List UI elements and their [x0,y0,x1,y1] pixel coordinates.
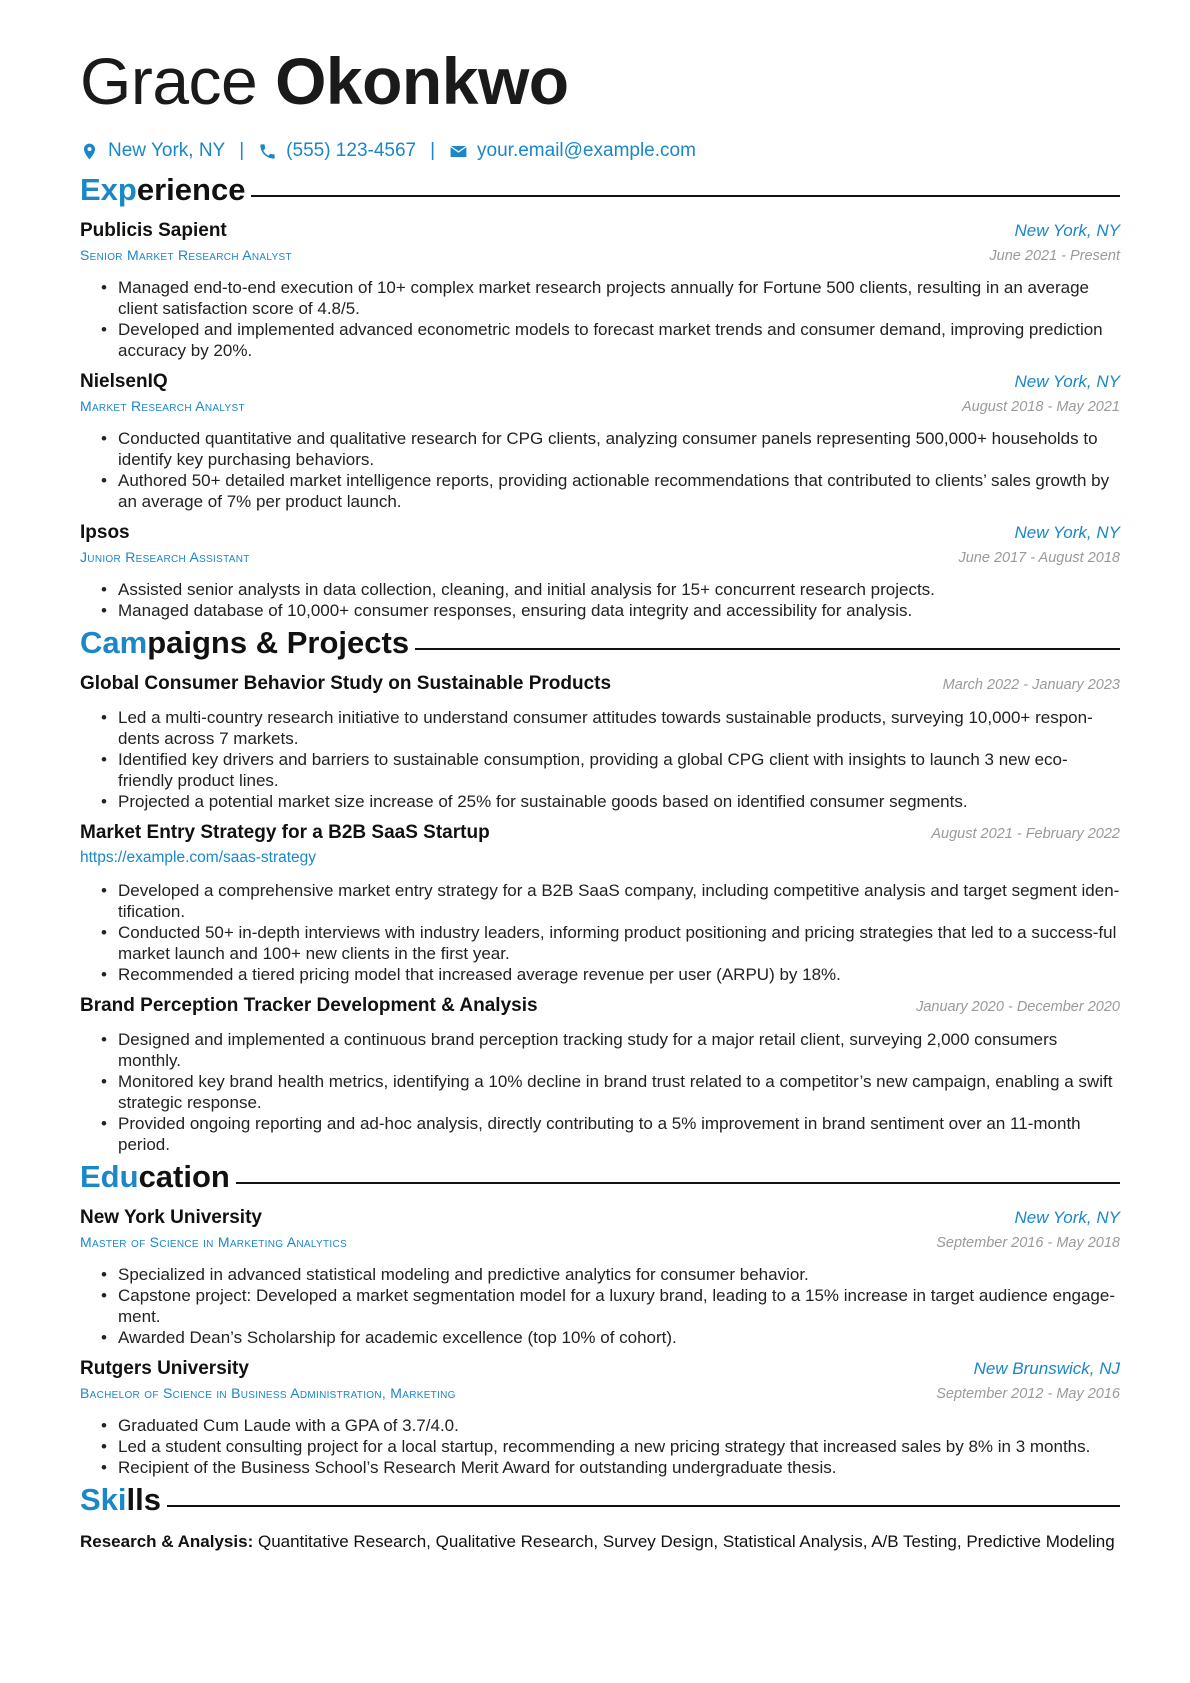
job-entry [80,369,1120,512]
experience-title: Experience [80,172,246,207]
bullet-item: • Conducted 50+ in-depth interviews with industry leaders, informing product positioning and pricing strategies that led to a success-ful market launch and 100+ new clients in the first year. [118,922,1120,964]
project-link[interactable]: https://example.com/saas-strategy [80,849,317,866]
company-name: Publicis Sapient [80,220,227,241]
bullet-item: • Recipient of the Business School’s Research Merit Award for outstanding undergraduate thesis. [118,1457,1120,1478]
bullet-item: • Led a multi-country research initiative to understand consumer attitudes towards sustainable products, surveying 10,000+ respon-dents across 7 markets. [118,707,1120,749]
job-dates: June 2017 - August 2018 [958,550,1120,566]
project-dates: March 2022 - January 2023 [942,677,1120,693]
bullet-item: • Developed and implemented advanced econometric models to forecast market trends and consumer demand, improving prediction accuracy by 20%. [118,319,1120,361]
education-bullets [80,1415,1120,1478]
contact-email[interactable] [449,140,696,162]
job-bullets [80,428,1120,512]
job-role: Junior Research Assistant [80,549,250,565]
job-entry [80,218,1120,361]
degree: Master of Science in Marketing Analytics [80,1234,347,1250]
job-location: New York, NY [1014,372,1120,391]
location-text: New York, NY [108,140,226,161]
education-entry [80,1205,1120,1348]
bullet-item: • Graduated Cum Laude with a GPA of 3.7/4.0. [118,1415,1120,1436]
bullet-item: • Authored 50+ detailed market intelligence reports, providing actionable recommendations that contributed to clients’ sales growth by an average of 7% per product launch. [118,470,1120,512]
job-location: New York, NY [1014,221,1120,240]
education-section-header [80,1157,1120,1197]
contact-separator: | [430,140,436,161]
bullet-item: • Specialized in advanced statistical modeling and predictive analytics for consumer behavior. [118,1264,1120,1285]
contact-separator: | [239,140,245,161]
skills-label: Research & Analysis: [80,1532,254,1551]
bullet-item: • Assisted senior analysts in data collection, cleaning, and initial analysis for 15+ concurrent research projects. [118,579,1120,600]
bullet-item: • Awarded Dean’s Scholarship for academic excellence (top 10% of cohort). [118,1327,1120,1348]
contact-bar [80,134,1120,168]
job-role: Market Research Analyst [80,398,245,414]
school-location: New York, NY [1014,1208,1120,1227]
skills-value: Quantitative Research, Qualitative Research, Survey Design, Statistical Analysis, A/B Testing, Predictive Modeling [257,1532,1115,1551]
map-pin-icon [80,142,99,161]
degree: Bachelor of Science in Business Administration, Marketing [80,1385,456,1401]
bullet-item: • Conducted quantitative and qualitative research for CPG clients, analyzing consumer panels representing 500,000+ households to identify key purchasing behaviors. [118,428,1120,470]
section-rule [167,1505,1120,1507]
bullet-item: • Designed and implemented a continuous brand perception tracking study for a major retail client, surveying 2,000 consumers monthly. [118,1029,1120,1071]
bullet-item: • Capstone project: Developed a market segmentation model for a luxury brand, leading to a 15% increase in target audience engage-ment. [118,1285,1120,1327]
school-dates: September 2012 - May 2016 [936,1386,1120,1402]
school-location: New Brunswick, NJ [973,1359,1120,1378]
education-entry [80,1356,1120,1478]
bullet-item: • Monitored key brand health metrics, identifying a 10% decline in brand trust related to a competitor’s new campaign, enabling a swift strategic response. [118,1071,1120,1113]
company-name: Ipsos [80,522,130,543]
bullet-item: • Developed a comprehensive market entry strategy for a B2B SaaS company, including competitive analysis and target segment iden-tification. [118,880,1120,922]
project-name: Brand Perception Tracker Development & Analysis [80,995,538,1016]
bullet-item: • Led a student consulting project for a local startup, recommending a new pricing strategy that increased sales by 8% in 3 months. [118,1436,1120,1457]
job-location: New York, NY [1014,523,1120,542]
envelope-icon [449,142,468,161]
skills-section-header [80,1480,1120,1520]
school-dates: September 2016 - May 2018 [936,1235,1120,1251]
job-dates: August 2018 - May 2021 [962,399,1120,415]
job-role: Senior Market Research Analyst [80,247,292,263]
project-dates: January 2020 - December 2020 [916,999,1120,1015]
bullet-item: • Recommended a tiered pricing model that increased average revenue per user (ARPU) by 18%. [118,964,1120,985]
phone-icon [258,142,277,161]
projects-title: Campaigns & Projects [80,625,410,660]
job-dates: June 2021 - Present [989,248,1120,264]
projects-section-header [80,623,1120,663]
phone-text: (555) 123-4567 [286,140,417,161]
project-entry [80,993,1120,1155]
resume-content [80,38,1120,1554]
company-name: NielsenIQ [80,371,168,392]
school-name: New York University [80,1207,262,1228]
experience-section-header [80,170,1120,210]
job-entry [80,520,1120,621]
education-title: Education [80,1159,230,1194]
project-entry [80,671,1120,812]
skills-line [80,1530,1120,1554]
job-bullets [80,579,1120,621]
candidate-name [80,38,1120,124]
bullet-item: • Provided ongoing reporting and ad-hoc analysis, directly contributing to a 5% improvement in brand sentiment over an 11-month period. [118,1113,1120,1155]
skills-title: Skills [80,1482,161,1517]
project-name: Market Entry Strategy for a B2B SaaS Startup [80,822,490,843]
bullet-item: • Managed end-to-end execution of 10+ complex market research projects annually for Fortune 500 clients, resulting in an average client satisfaction score of 4.8/5. [118,277,1120,319]
project-bullets [80,707,1120,812]
project-bullets [80,1029,1120,1155]
last-name: Okonkwo [275,44,569,118]
bullet-item: • Projected a potential market size increase of 25% for sustainable goods based on identified consumer segments. [118,791,1120,812]
section-rule [415,648,1120,650]
project-bullets [80,880,1120,985]
first-name: Grace [80,44,258,118]
section-rule [251,195,1120,197]
bullet-item: • Identified key drivers and barriers to sustainable consumption, providing a global CPG client with insights to launch 3 new eco-friendly product lines. [118,749,1120,791]
contact-location [80,140,225,162]
project-dates: August 2021 - February 2022 [931,826,1120,842]
education-bullets [80,1264,1120,1348]
bullet-item: • Managed database of 10,000+ consumer responses, ensuring data integrity and accessibility for analysis. [118,600,1120,621]
project-name: Global Consumer Behavior Study on Sustainable Products [80,673,612,694]
contact-phone[interactable] [258,140,416,162]
job-bullets [80,277,1120,361]
section-rule [236,1182,1120,1184]
school-name: Rutgers University [80,1358,249,1379]
project-entry [80,820,1120,985]
email-text: your.email@example.com [477,140,696,161]
